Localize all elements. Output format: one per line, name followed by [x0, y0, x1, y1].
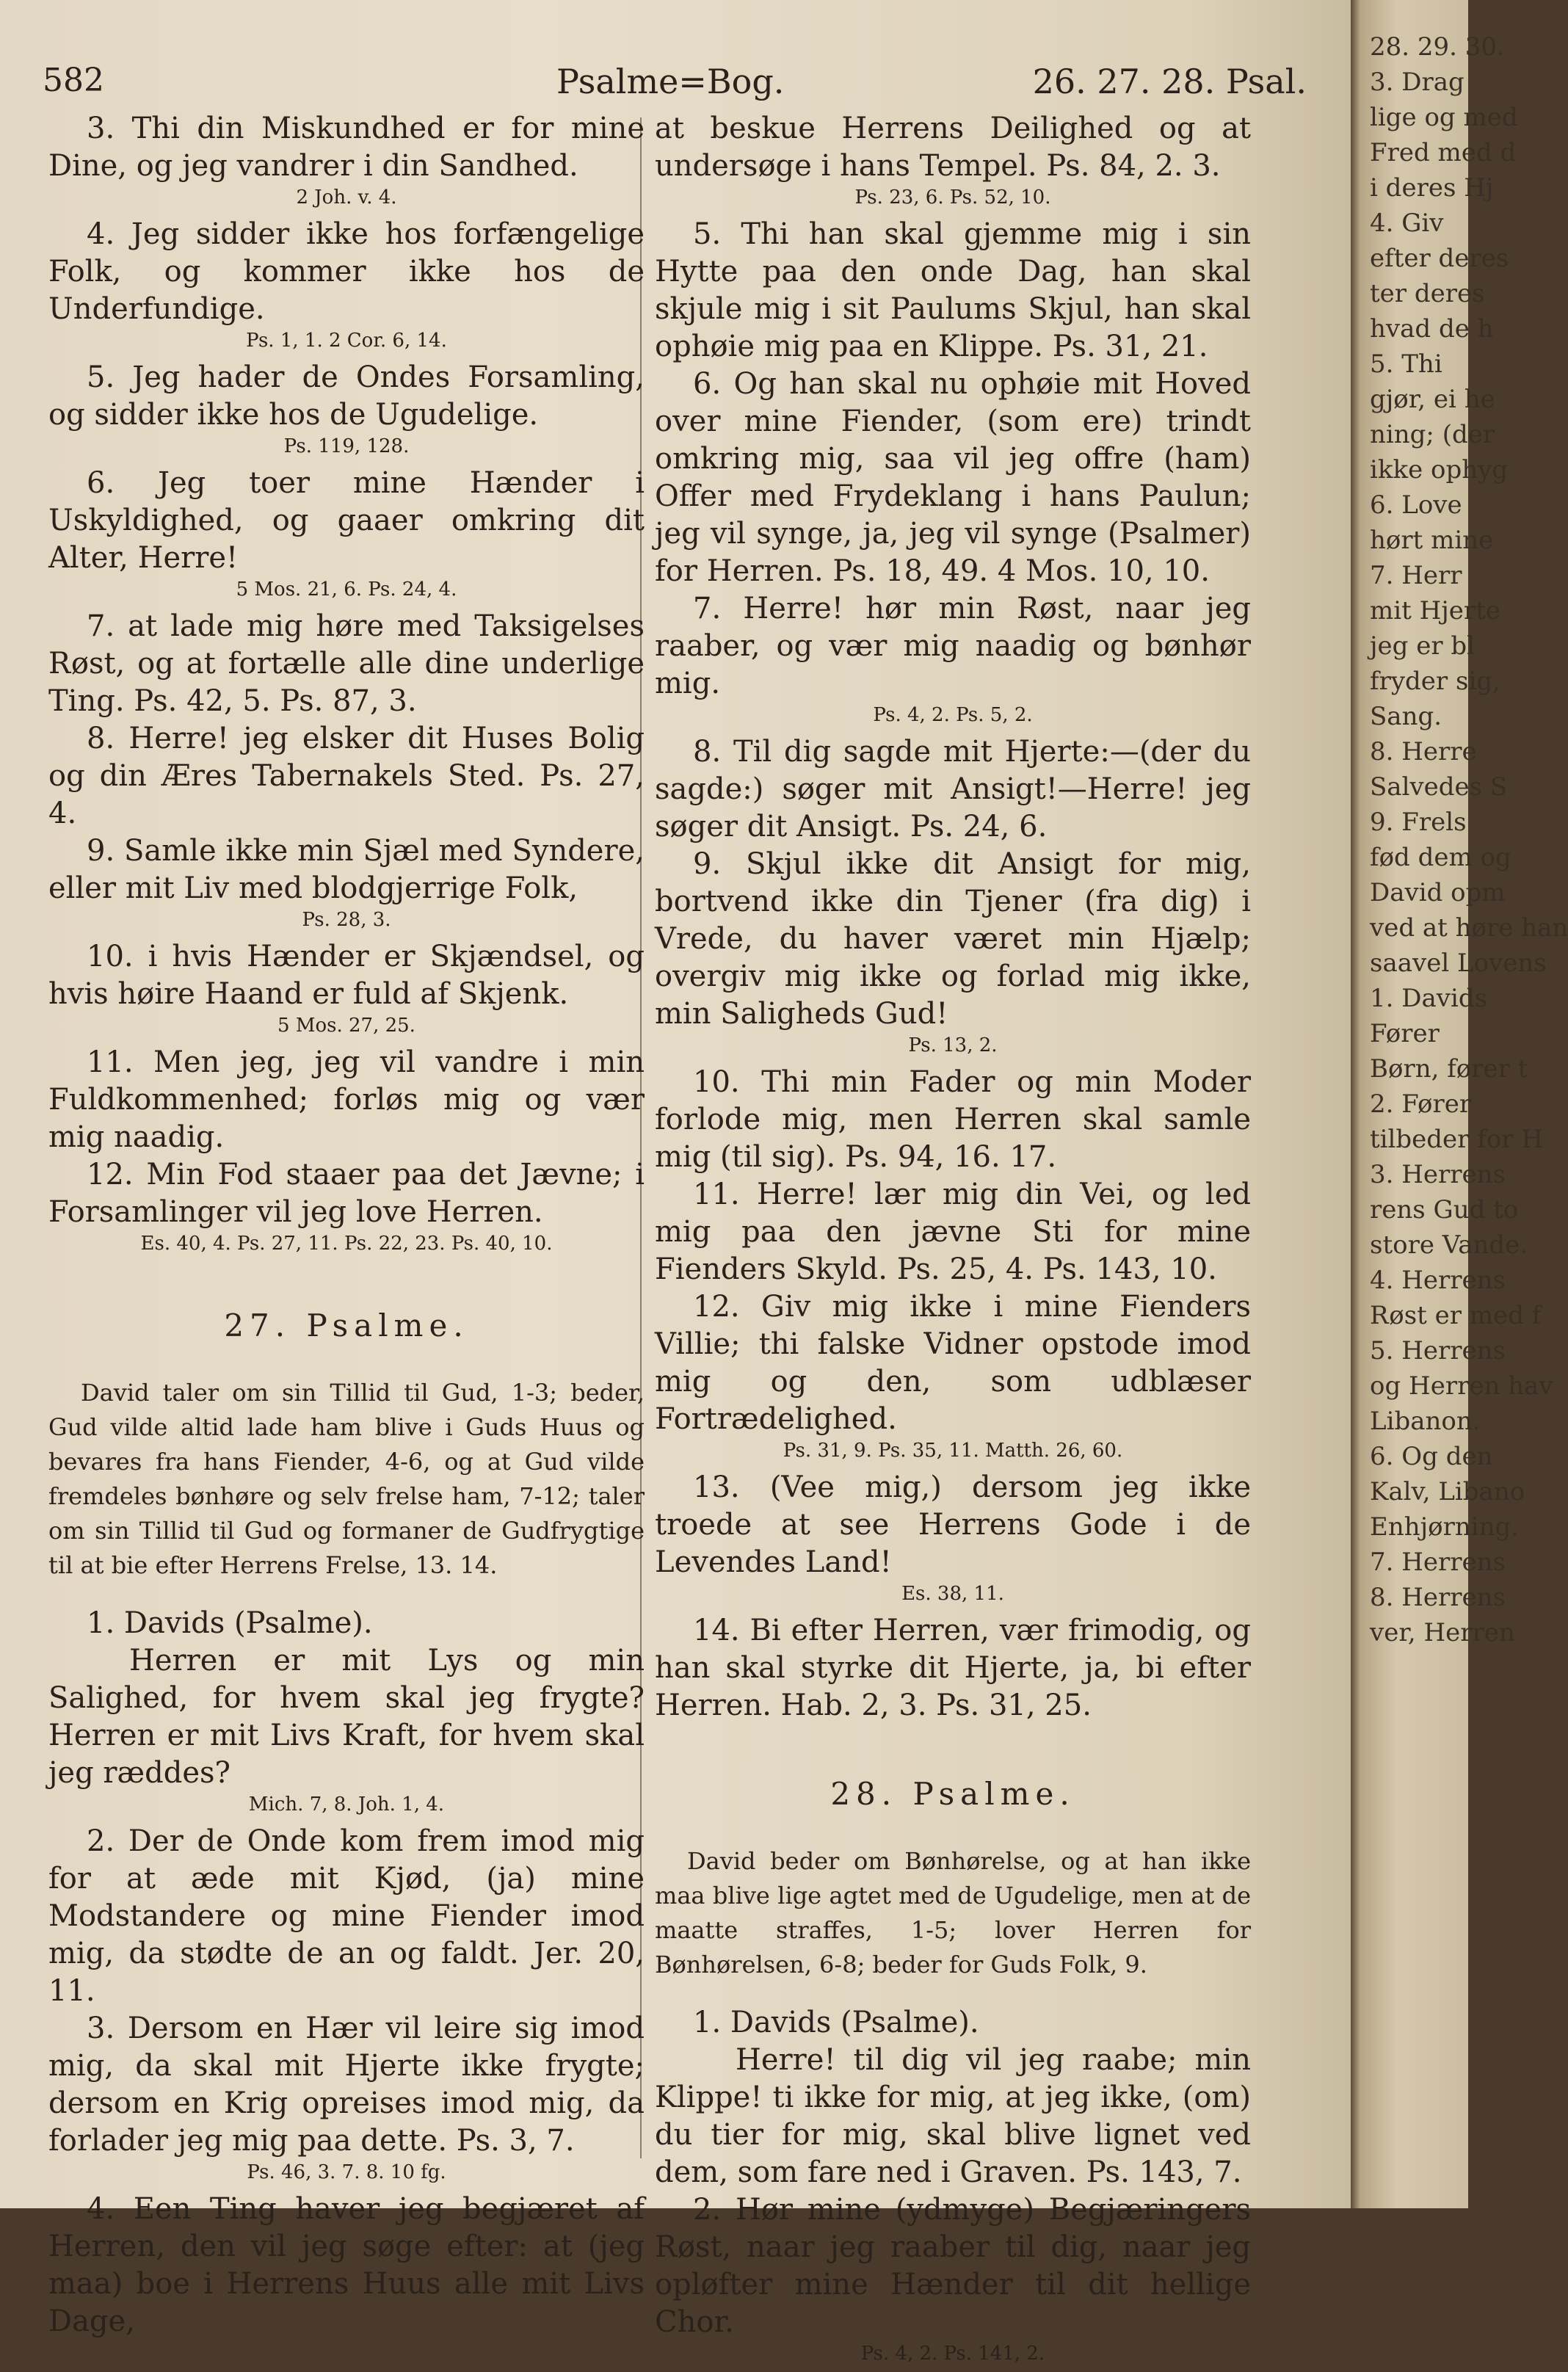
cross-reference: Ps. 1, 1. 2 Cor. 6, 14. [246, 330, 447, 352]
cross-reference: Ps. 28, 3. [302, 909, 391, 931]
page-header [43, 62, 1307, 109]
verse: 4. Een Ting haver jeg begjæret af Herren, den vil jeg søge efter: at (jeg maa) boe i Herrens Huus alle mit Livs Dage, [48, 2192, 645, 2338]
verse: 5. Thi han skal gjemme mig i sin Hytte paa den onde Dag, han skal skjule mig i sit Paulums Skjul, han skal ophøie mig paa en Klippe. Ps. 31, 21. [655, 217, 1251, 363]
cross-reference: Ps. 4, 2. Ps. 5, 2. [873, 704, 1033, 726]
next-page-fragment: og Herren hav [1370, 1371, 1553, 1401]
next-page-fragment: 7. Herrens [1370, 1548, 1506, 1577]
cross-reference: 2 Joh. v. 4. [296, 186, 397, 208]
next-page-fragment: 5. Herrens [1370, 1336, 1506, 1365]
next-page-fragment: mit Hjerte [1370, 596, 1500, 625]
verse: 2. Der de Onde kom frem imod mig for at æde mit Kjød, (ja) mine Modstandere og mine Fiender imod mig, da stødte de an og faldt. Jer. 20, 11. [48, 1824, 645, 2008]
next-page-fragment: Libanon. [1370, 1407, 1481, 1436]
next-page-fragment: 5. Thi [1370, 349, 1442, 379]
verse: 6. Og han skal nu ophøie mit Hoved over mine Fiender, (som ere) trindt omkring mig, saa vil jeg offre (ham) Offer med Frydeklang i hans Paulun; jeg vil synge, ja, jeg vil synge (Psalmer) for Herren. Ps. 18, 49. 4 Mos. 10, 10. [655, 367, 1251, 588]
cross-reference: 5 Mos. 21, 6. Ps. 24, 4. [236, 579, 457, 601]
next-page-fragment: 4. Giv [1370, 208, 1444, 238]
next-page-fragment: hvad de h [1370, 314, 1494, 344]
page-number: 582 [43, 62, 104, 99]
next-page-fragment: Fred med d [1370, 138, 1517, 167]
verse-continuation: at beskue Herrens Deilighed og at undersøge i hans Tempel. Ps. 84, 2. 3. [655, 112, 1251, 183]
verse: 4. Jeg sidder ikke hos forfængelige Folk, og kommer ikke hos de Underfundige. [48, 217, 645, 326]
verse: 6. Jeg toer mine Hænder i Uskyldighed, og gaaer omkring dit Alter, Herre! [48, 466, 645, 575]
next-page-fragment: fryder sig, [1370, 667, 1500, 696]
psalm-summary: David taler om sin Tillid til Gud, 1-3; beder, Gud vilde altid lade ham blive i Guds Huus og bevares fra hans Fiender, 4-6, og at Gud vilde fremdeles bønhøre og selv frelse ham, 7-12; taler om sin Tillid til Gud og formaner de Gudfrygtige til at bie efter Herrens Frelse, 13. 14. [48, 1379, 645, 1579]
next-page-fragment: gjør, ei he [1370, 385, 1495, 414]
next-page-fragment: saavel Lovens [1370, 949, 1547, 978]
next-page-fragment: Børn, fører t [1370, 1054, 1528, 1084]
psalm-summary: David beder om Bønhørelse, og at han ikke maa blive lige agtet med de Ugudelige, men at de maatte straffes, 1-5; lover Herren for Bønhørelsen, 6-8; beder for Guds Folk, 9. [655, 1847, 1251, 1979]
book-page-right-edge [1351, 0, 1568, 2208]
psalm-heading: 27. Psalme. [224, 1307, 469, 1343]
cross-reference: Ps. 4, 2. Ps. 141, 2. [860, 2343, 1045, 2365]
psalm-range: 26. 27. 28. Psal. [1032, 62, 1307, 101]
next-page-fragment: 8. Herrens [1370, 1583, 1506, 1612]
next-page-fragment: 3. Herrens [1370, 1160, 1506, 1189]
verse: 9. Skjul ikke dit Ansigt for mig, bortvend ikke din Tjener (fra dig) i Vrede, du haver været min Hjælp; overgiv mig ikke og forlad mig ikke, min Saligheds Gud! [655, 847, 1251, 1031]
cross-reference: Ps. 46, 3. 7. 8. 10 fg. [247, 2161, 446, 2183]
verse: 11. Men jeg, jeg vil vandre i min Fuldkommenhed; forløs mig og vær mig naadig. [48, 1045, 645, 1154]
next-page-fragment: ter deres [1370, 279, 1485, 308]
cross-reference: Ps. 119, 128. [283, 435, 410, 457]
next-page-fragment: Enhjørning. [1370, 1512, 1520, 1542]
cross-reference: 5 Mos. 27, 25. [277, 1015, 415, 1037]
cross-reference: Es. 40, 4. Ps. 27, 11. Ps. 22, 23. Ps. 40, 10. [140, 1233, 553, 1255]
next-page-fragment: 28. 29. 30. [1370, 32, 1505, 62]
verse-title: 1. Davids (Psalme). [87, 1606, 373, 1640]
next-page-fragment: 4. Herrens [1370, 1266, 1506, 1295]
next-page-fragment: efter deres [1370, 244, 1509, 273]
next-page-fragment: 6. Og den [1370, 1442, 1493, 1471]
next-page-fragment: tilbeder for H [1370, 1125, 1544, 1154]
verse: 14. Bi efter Herren, vær frimodig, og han skal styrke dit Hjerte, ja, bi efter Herren. Hab. 2, 3. Ps. 31, 25. [655, 1614, 1251, 1722]
verse-title: 1. Davids (Psalme). [693, 2006, 979, 2039]
left-column [48, 110, 645, 2340]
verse: 2. Hør mine (ydmyge) Begjæringers Røst, naar jeg raaber til dig, naar jeg opløfter mine Hænder til dit hellige Chor. [655, 2193, 1251, 2339]
cross-reference: Ps. 31, 9. Ps. 35, 11. Matth. 26, 60. [783, 1440, 1123, 1462]
verse: 5. Jeg hader de Ondes Forsamling, og sidder ikke hos de Ugudelige. [48, 360, 645, 432]
cross-reference: Es. 38, 11. [901, 1583, 1004, 1605]
next-page-fragment: 8. Herre [1370, 737, 1477, 766]
next-page-fragment: 3. Drag [1370, 68, 1464, 97]
verse: 10. i hvis Hænder er Skjændsel, og hvis høire Haand er fuld af Skjenk. [48, 940, 645, 1011]
next-page-fragment: i deres Hj [1370, 173, 1494, 203]
verse: Herre! til dig vil jeg raabe; min Klippe! ti ikke for mig, at jeg ikke, (om) du tier for mig, skal blive lignet ved dem, som fare ned i Graven. Ps. 143, 7. [655, 2043, 1251, 2189]
next-page-fragment: Røst er med f [1370, 1301, 1542, 1330]
next-page-fragment: Kalv, Libano [1370, 1477, 1525, 1506]
next-page-fragment: David opm [1370, 878, 1506, 907]
next-page-fragment: fød dem og [1370, 843, 1511, 872]
next-page-fragment: Fører [1370, 1019, 1440, 1048]
cross-reference: Ps. 23, 6. Ps. 52, 10. [854, 186, 1051, 208]
next-page-fragment: 6. Love [1370, 490, 1462, 520]
next-page-fragment: rens Gud to [1370, 1195, 1519, 1225]
next-page-fragment: store Vande. [1370, 1230, 1528, 1260]
next-page-fragment: 2. Fører [1370, 1089, 1472, 1119]
next-page-fragment: 1. Davids [1370, 984, 1488, 1013]
verse: 7. at lade mig høre med Taksigelses Røst, og at fortælle alle dine underlige Ting. Ps. 42, 5. Ps. 87, 3. [48, 609, 645, 718]
verse: Herren er mit Lys og min Salighed, for hvem skal jeg frygte? Herren er mit Livs Kraft, for hvem skal jeg ræddes? [48, 1644, 645, 1790]
next-page-fragment: jeg er bl [1370, 631, 1476, 661]
cross-reference: Ps. 13, 2. [908, 1034, 998, 1056]
next-page-fragment: lige og med [1370, 103, 1518, 132]
verse: 8. Herre! jeg elsker dit Huses Bolig og din Æres Tabernakels Sted. Ps. 27, 4. [48, 722, 645, 830]
next-page-fragment: hørt mine [1370, 526, 1494, 555]
right-column [655, 110, 1251, 2372]
next-page-fragment: 9. Frels [1370, 808, 1467, 837]
verse: 7. Herre! hør min Røst, naar jeg raaber, og vær mig naadig og bønhør mig. [655, 592, 1251, 700]
next-page-fragment: ikke ophyg [1370, 455, 1509, 485]
verse: 11. Herre! lær mig din Vei, og led mig paa den jævne Sti for mine Fienders Skyld. Ps. 25, 4. Ps. 143, 10. [655, 1178, 1251, 1286]
verse: 3. Thi din Miskundhed er for mine Dine, og jeg vandrer i din Sandhed. [48, 112, 645, 183]
verse: 12. Min Fod staaer paa det Jævne; i Forsamlinger vil jeg love Herren. [48, 1158, 645, 1229]
verse: 9. Samle ikke min Sjæl med Syndere, eller mit Liv med blodgjerrige Folk, [48, 834, 645, 905]
next-page-fragment: ver, Herren [1370, 1618, 1515, 1647]
verse: 13. (Vee mig,) dersom jeg ikke troede at see Herrens Gode i de Levendes Land! [655, 1470, 1251, 1579]
verse: 8. Til dig sagde mit Hjerte:—(der du sagde:) søger mit Ansigt!—Herre! jeg søger dit Ansigt. Ps. 24, 6. [655, 735, 1251, 844]
next-page-fragment: Salvedes S [1370, 772, 1508, 802]
next-page-fragment: Sang. [1370, 702, 1442, 731]
verse: 3. Dersom en Hær vil leire sig imod mig, da skal mit Hjerte ikke frygte; dersom en Krig opreises imod mig, da forlader jeg mig paa dette. Ps. 3, 7. [48, 2012, 645, 2158]
running-title: Psalme=Bog. [556, 62, 785, 101]
next-page-fragment: ning; (der [1370, 420, 1495, 449]
next-page-fragment: ved at høre han [1370, 913, 1568, 943]
psalm-heading: 28. Psalme. [830, 1776, 1075, 1812]
cross-reference: Mich. 7, 8. Joh. 1, 4. [248, 1793, 445, 1816]
verse: 12. Giv mig ikke i mine Fienders Villie; thi falske Vidner opstode imod mig og den, som udblæser Fortrædelighed. [655, 1290, 1251, 1436]
next-page-fragment: 7. Herr [1370, 561, 1462, 590]
verse: 10. Thi min Fader og min Moder forlode mig, men Herren skal samle mig (til sig). Ps. 94, 16. 17. [655, 1065, 1251, 1174]
